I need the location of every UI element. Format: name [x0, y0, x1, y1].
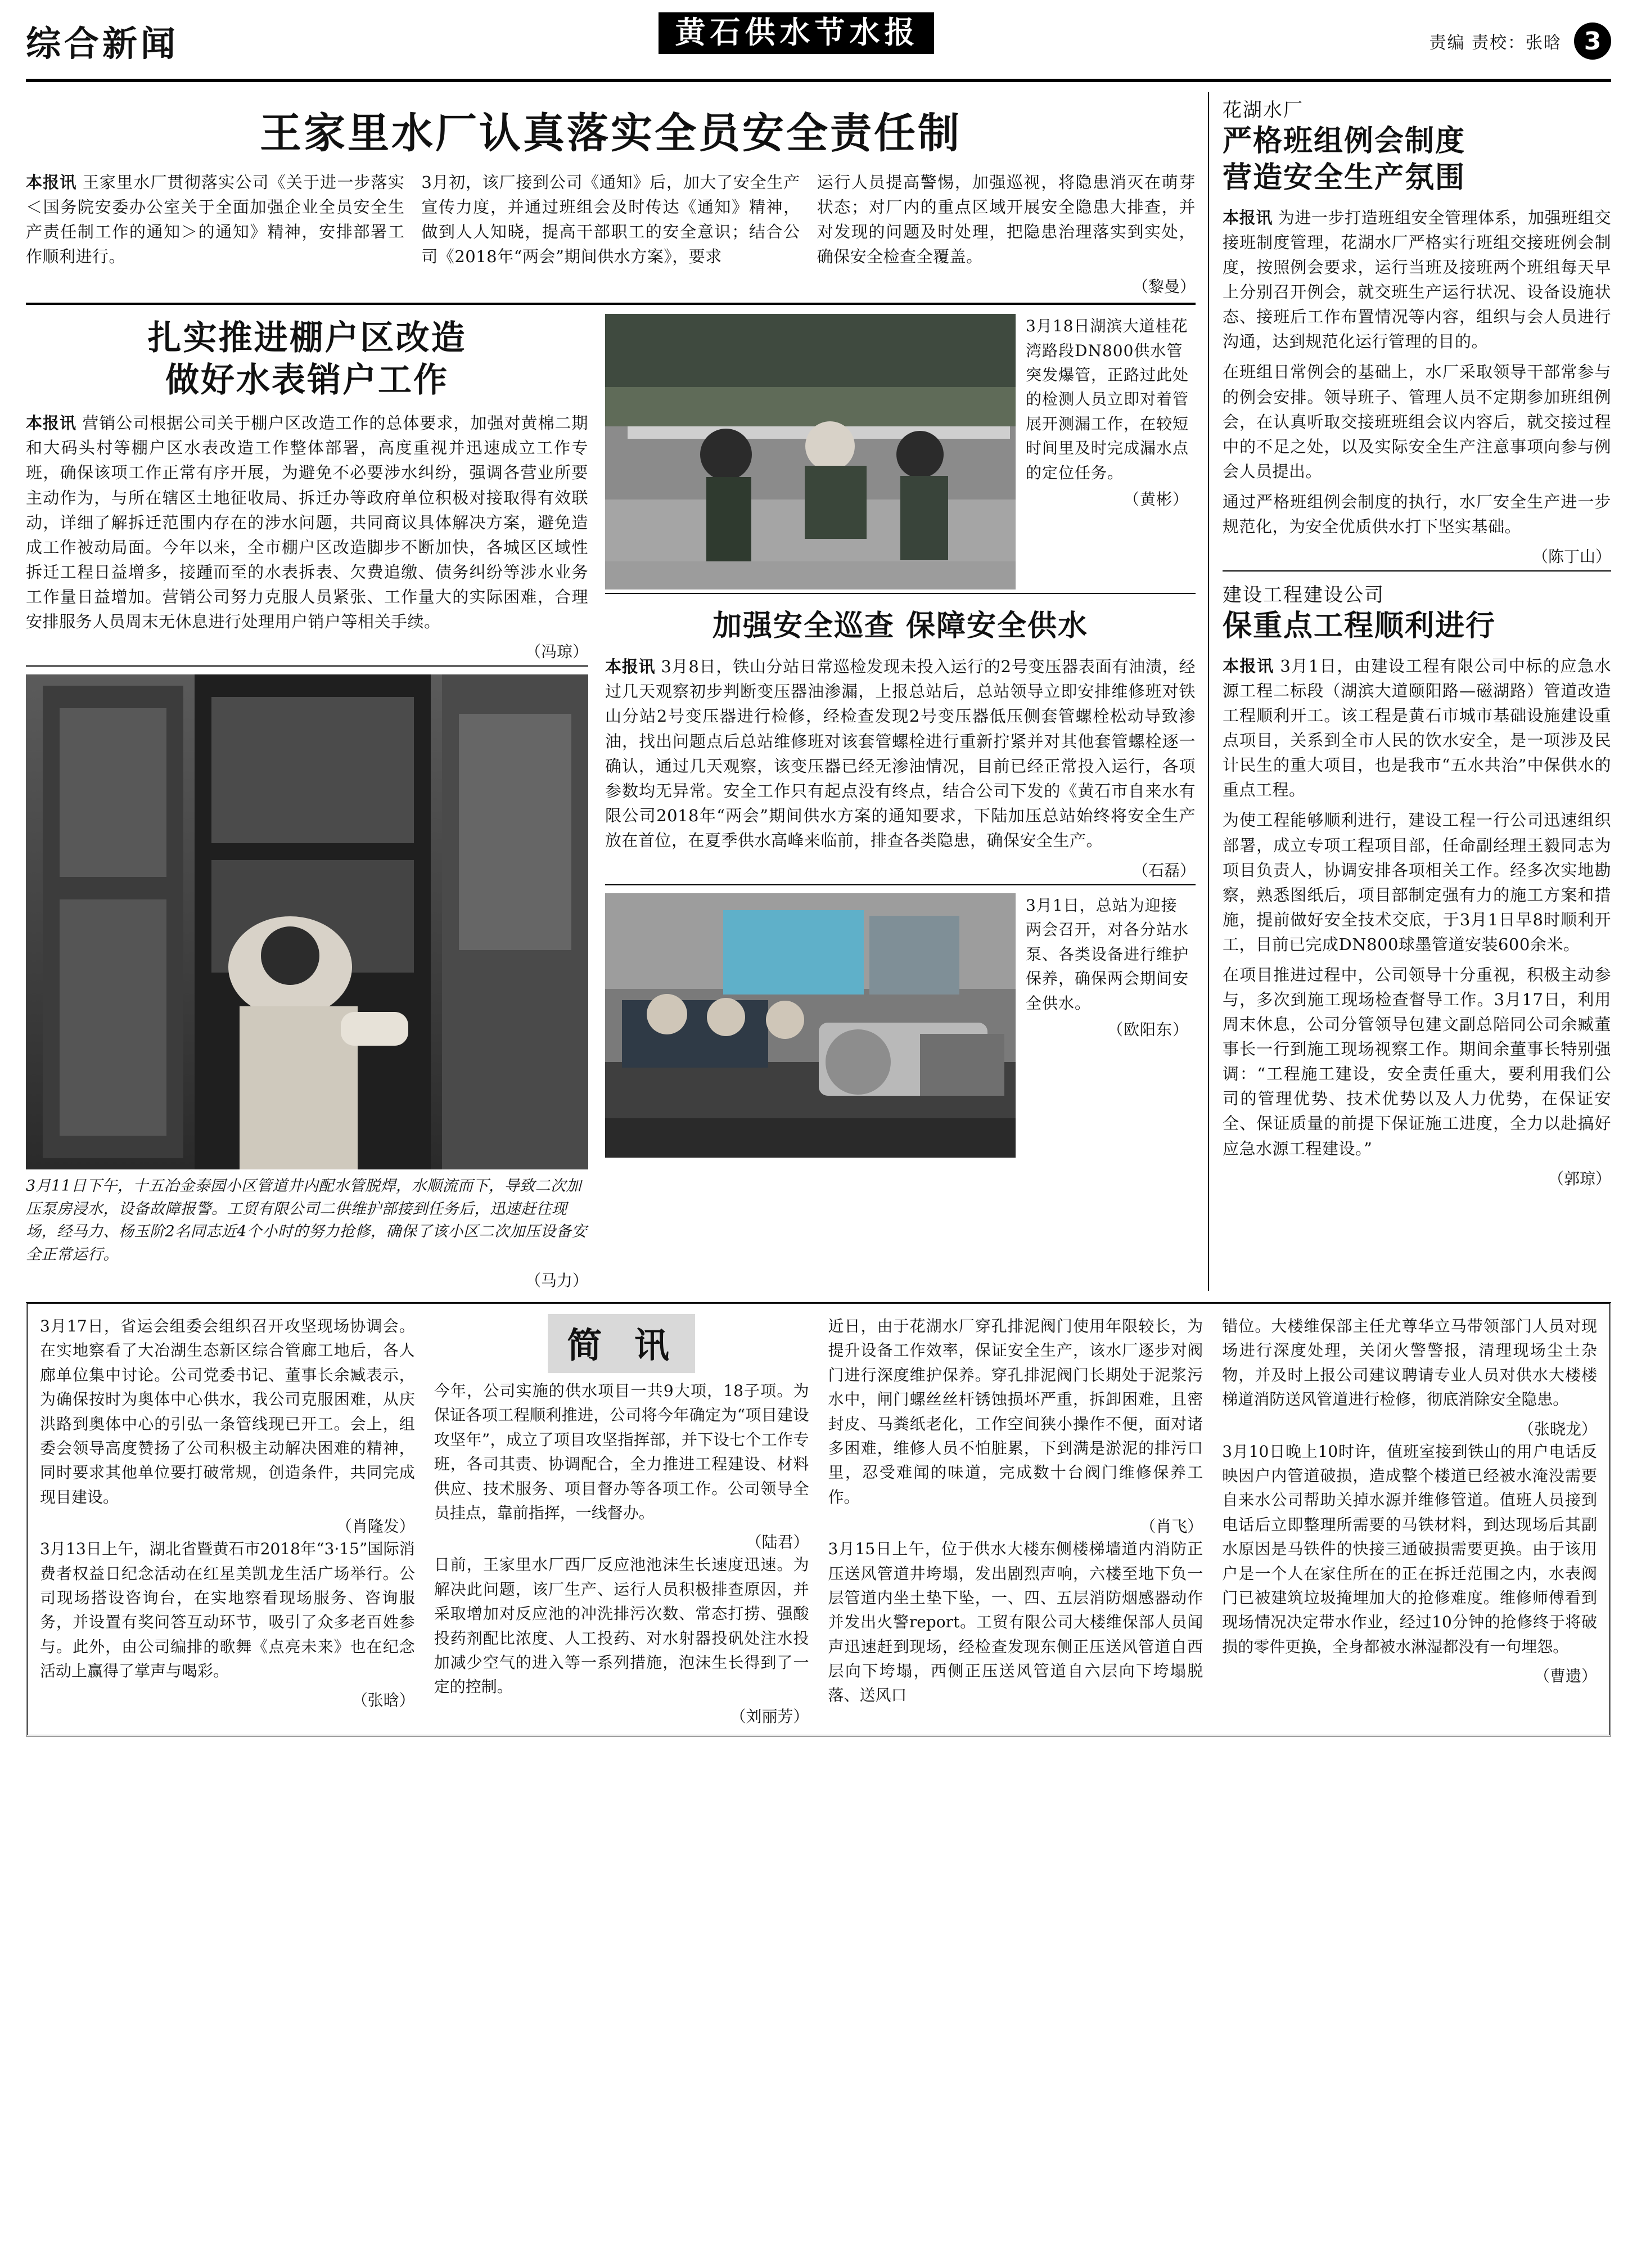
page-body — [26, 92, 1611, 1291]
lead-paragraph — [26, 170, 404, 269]
lead-text: 王家里水厂贯彻落实公司《关于进一步落实＜国务院安委办公室关于全面加强企业全员安全生产责任制工作的通知＞的通知》精神，安排部署工作顺利进行。 — [26, 173, 405, 267]
briefs-col-1 — [40, 1314, 415, 1727]
right-paragraph — [1223, 654, 1611, 802]
brief-item: 3月13日上午，湖北省暨黄石市2018年“3·15”国际消费者权益日纪念活动在红星美凯龙生活广场举行。公司现场搭设咨询台，在实地察看现场服务、咨询服务，并设置有奖问答互动环节，吸引了众多老百姓参与。此外，由公司编排的歌舞《点亮未来》也在纪念活动上赢得了掌声与喝彩。 — [40, 1540, 415, 1681]
left-zone — [26, 92, 1196, 1291]
newspaper-title: 黄石供水节水报 — [659, 12, 934, 54]
right-zone — [1208, 92, 1611, 1291]
patrol-headline: 加强安全巡查 保障安全供水 — [712, 609, 1089, 644]
lead-col-1 — [26, 170, 404, 297]
briefs-box — [26, 1302, 1611, 1736]
right-paragraph: 通过严格班组例会制度的执行，水厂安全生产进一步规范化，为安全优质供水打下坚实基础。 — [1223, 492, 1611, 536]
brief-signature: （张晗） — [351, 1691, 415, 1710]
brief-item: 3月15日上午，位于供水大楼东侧楼梯墙道内消防正压送风管道井垮塌，发出剧烈声响，六楼至地下负一层管道内坐土垫下坠，一、四、五层消防烟感器动作并发出火警report。工贸有限公司大楼维保部人员闻声迅速赶到现场，经检查发现东侧正压送风管道自西层向下垮塌，西侧正压送风管道自六层向下垮塌脱落、送风口 — [828, 1540, 1203, 1705]
shed-headline — [26, 317, 588, 402]
brief-item: 3月17日，省运会组委会组织召开攻坚现场协调会。在实地察看了大冶湖生态新区综合管廊工地后，各人廊单位集中讨论。公司党委书记、董事长余臧表示，为确保按时为奥体中心供水，我公司克服困难，从庆洪路到奥体中心的引弘一条管线现已开工。会上，组委会领导高度赞扬了公司积极主动解决困难的精神，同时要求其他单位要打破常规，创造条件，共同完成现目建设。 — [40, 1317, 415, 1506]
brief-item: 今年，公司实施的供水项目一共9大项，18子项。为保证各项工程顺利推进，公司将今年确定为“项目建设攻坚年”，成立了项目攻坚指挥部，并下设七个工作专班，各司其责、协调配合，全力推进工程建设、材料供应、技术服务、项目督办等各项工作。公司领导全员挂点，靠前指挥，一线督办。 — [434, 1382, 809, 1522]
right-article-headline: 保重点工程顺利进行 — [1223, 609, 1496, 644]
masthead — [26, 12, 1611, 82]
photo-signature: （欧阳东） — [1107, 1020, 1189, 1039]
shed-headline-line2: 做好水表销户工作 — [165, 361, 449, 400]
photo-illustration — [26, 674, 588, 1169]
shed-text: 营销公司根据公司关于棚户区改造工作的总体要求，加强对黄棉二期和大码头村等棚户区水表改造工作整体部署，高度重视并迅速成立工作专班，确保该项工作正常有序开展，为避免不必要涉水纠纷，强调各营业所要主动作为，与所在辖区土地征收局、拆迁办等政府单位积极对接取得有效联动，详细了解拆迁范围内存在的涉水问题，共同商议具体解决方案，避免造成工作被动局面。今年以来，全市棚户区改造脚步不断加快，各城区区域性拆迁工程日益增多，接踵而至的水表拆表、欠费追缴、债务纠纷等涉水业务工作量日益增加。营销公司努力克服人员紧张、工作量大的实际困难，合理安排服务人员周末无休息进行处理用户销户等相关手续。 — [26, 413, 588, 631]
right-headline-line2: 营造安全生产氛围 — [1223, 161, 1466, 195]
lead-headline: 王家里水厂认真落实全员安全责任制 — [260, 109, 962, 158]
briefs-title-wrap — [434, 1314, 809, 1373]
photo-caption — [1026, 893, 1189, 1042]
right-article-kicker: 建设工程建设公司 — [1223, 584, 1385, 607]
masthead-banner-wrap — [341, 12, 1251, 54]
lead-col-3 — [817, 170, 1196, 297]
section-title: 综合新闻 — [26, 23, 179, 64]
briefs-columns — [40, 1314, 1597, 1727]
right-paragraph: 为使工程能够顺利进行，建设工程一行公司迅速组织部署，成立专项工程项目部，任命副经理王毅同志为项目负责人，协调安排各项相关工作。经多次实地勘察，熟悉图纸后，项目部制定强有力的施工方案和措施，提前做好安全技术交底，于3月1日早8时顺利开工，目前已完成DN800球墨管道安装600余米。 — [1223, 811, 1611, 954]
article-signature: （黎曼） — [1132, 277, 1196, 296]
lead-in-label: 本报讯 — [26, 413, 77, 433]
editor-credit: 责编 责校：张晗 — [1429, 33, 1562, 53]
divider — [605, 884, 1196, 885]
masthead-right — [1251, 12, 1611, 60]
article-signature: （石磊） — [1132, 861, 1196, 880]
photo-pump-maintenance — [605, 893, 1016, 1158]
brief-item: 日前，王家里水厂西厂反应池池沫生长速度迅速。为解决此问题，该厂生产、运行人员积极排查原因，并采取增加对反应池的冲洗排污次数、常态打捞、强酸投药剂配比浓度、人工投药、对水射器投矾处注水投加减少空气的进入等一系列措施，泡沫生长得到了一定的控制。 — [434, 1555, 809, 1696]
photo-caption — [1026, 314, 1189, 511]
shed-headline-line1: 扎实推进棚户区改造 — [147, 318, 467, 358]
right-headline-line1: 严格班组例会制度 — [1223, 124, 1466, 158]
patrol-column — [605, 314, 1196, 1291]
brief-item: 3月10日晚上10时许，值班室接到铁山的用户电话反映因户内管道破损，造成整个楼道已经被水淹没需要自来水公司帮助关掉水源并维修管道。值班人员接到电话后立即整理所需要的马铁材料，到达现场后其副水原因是马铁件的快接三通破损需要更换。由于该用户是一个人在家住所在的正在拆迁范围之内，水表阀门已被建筑垃圾掩埋加大的抢修难度。维修师傅看到现场情况决定带水作业，经过10分钟的抢修终于将破损的零件更换，全身都被水淋湿都没有一句埋怨。 — [1222, 1442, 1597, 1656]
brief-item: 错位。大楼维保部主任尤尊华立马带领部门人员对现场进行深度处理，关闭火警警报，清理现场尘土杂物，并及时上报公司建议聘请专业人员对供水大楼楼梯道消防送风管道进行检修，彻底消除安全隐患。 — [1222, 1317, 1597, 1409]
photo-caption-text: 3月18日湖滨大道桂花湾路段DN800供水管突发爆管，正路过此处的检测人员立即对着管展开测漏工作，在较短时间里及时完成漏水点的定位任务。 — [1026, 317, 1189, 482]
lead-in-label: 本报讯 — [1223, 208, 1273, 227]
lead-col-2 — [421, 170, 800, 297]
photo-caption: 3月11日下午，十五冶金泰园小区管道井内配水管脱焊，水顺流而下，导致二次加压泵房浸水，设备故障报警。工贸有限公司二供维护部接到任务后，迅速赶往现场，经马力、杨玉阶2名同志近4个小时的努力抢修，确保了该小区二次加压设备安全正常运行。 — [26, 1177, 587, 1263]
photo-leak-detection — [605, 314, 1016, 590]
right-article-huahu — [1223, 94, 1611, 567]
brief-signature: （肖飞） — [1140, 1517, 1203, 1536]
brief-signature: （张晓龙） — [1518, 1419, 1597, 1438]
photo-block-leak-detection — [605, 314, 1196, 590]
right-paragraph: 在项目推进过程中，公司领导十分重视，积极主动参与，多次到施工现场检查督导工作。3月17日，利用周末休息，公司分管领导包建文副总陪同公司余臧董事长一行到施工现场视察工作。期间余董事长特别强调：“工程施工建设，安全责任重大，要利用我们公司的管理优势、技术优势以及人力优势，在保证安全、保证质量的前提下保证施工进度，全力以赴搞好应急水源工程建设。” — [1223, 965, 1611, 1158]
article-signature: （陈丁山） — [1532, 547, 1611, 566]
right-article-construction — [1223, 579, 1611, 1189]
mid-zone — [26, 314, 1196, 1291]
briefs-title: 简 讯 — [548, 1314, 695, 1373]
patrol-paragraph — [605, 654, 1196, 853]
lead-columns — [26, 170, 1196, 297]
right-paragraph: 在班组日常例会的基础上，水厂采取领导干部常参与的例会安排。领导班子、管理人员不定期参加班组例会，在认真听取交接班班组会议内容后，就交接过程中的不足之处，以及实际安全生产注意事项向参与例会人员提出。 — [1223, 362, 1611, 481]
photo-illustration — [605, 314, 1016, 590]
right-text: 3月1日，由建设工程有限公司中标的应急水源工程二标段（湖滨大道颐阳路—磁湖路）管道改造工程顺利开工。该工程是黄石市城市基础设施建设重点项目，关系到全市人民的饮水安全，是一项涉及民计民生的重大项目，也是我市“五水共治”中保供水的重点工程。 — [1223, 656, 1611, 800]
briefs-col-3 — [828, 1314, 1203, 1727]
photo-signature: （黄彬） — [1123, 490, 1189, 509]
right-article-kicker: 花湖水厂 — [1223, 99, 1304, 122]
divider — [26, 665, 588, 667]
right-text: 为进一步打造班组安全管理体系，加强班组交接班制度管理，花湖水厂严格实行班组交接班例会制度，按照例会要求，运行当班及接班两个班组每天早上分别召开例会，就交班生产运行状况、设备设施状态、接班后工作布置情况等内容，组织与会人员进行沟通，达到规范化运行管理的目的。 — [1223, 208, 1611, 352]
brief-signature: （肖隆发） — [336, 1517, 415, 1536]
briefs-col-4 — [1222, 1314, 1597, 1727]
divider — [1223, 570, 1611, 572]
photo-water-pump-repair — [26, 674, 588, 1169]
shed-column — [26, 314, 588, 1291]
brief-item: 近日，由于花湖水厂穿孔排泥阀门使用年限较长，为提升设备工作效率，保证安全生产，该水厂逐步对阀门进行深度维护保养。穿孔排泥阀门长期处于泥浆污水中，闸门螺丝丝杆锈蚀损坏严重，拆卸困难，且密封皮、马粪纸老化，工作空间狭小操作不便，面对诸多困难，维修人员不怕脏累，下到满是淤泥的排污口里，忍受难闻的味道，完成数十台阀门维修保养工作。 — [828, 1317, 1203, 1506]
brief-signature: （陆君） — [746, 1533, 809, 1552]
lead-in-label: 本报讯 — [1223, 656, 1274, 676]
lead-article — [26, 92, 1196, 297]
article-signature: （郭琼） — [1548, 1169, 1611, 1188]
right-paragraph — [1223, 205, 1611, 354]
article-signature: （冯琼） — [525, 642, 588, 662]
brief-signature: （刘丽芳） — [730, 1707, 809, 1726]
lead-in-label: 本报讯 — [605, 657, 656, 677]
photo-caption-text: 3月1日，总站为迎接两会召开，对各分站水泵、各类设备进行维护保养，确保两会期间安全供水。 — [1026, 896, 1189, 1012]
shed-paragraph — [26, 411, 588, 634]
brief-signature: （曹遗） — [1534, 1667, 1597, 1686]
photo-signature: （马力） — [525, 1271, 588, 1290]
photo-illustration — [605, 893, 1016, 1158]
photo-block-pump-maintenance — [605, 893, 1196, 1158]
divider — [26, 303, 1196, 305]
lead-in-label: 本报讯 — [26, 173, 77, 192]
briefs-col-2 — [434, 1314, 809, 1727]
divider — [605, 593, 1196, 594]
patrol-text: 3月8日，铁山分站日常巡检发现未投入运行的2号变压器表面有油渍，经过几天观察初步判断变压器油渗漏，上报总站后，总站领导立即安排维修班对铁山分站2号变压器进行检修，经检查发现2号变压器低压侧套管螺栓松动导致渗油，找出问题点后总站维修班对该套管螺栓进行重新拧紧并对其他套管螺栓逐一确认，通过几天观察，该变压器已经无渗油情况，目前已经正常投入运行，各项参数均无异常。安全工作只有起点没有终点，结合公司下发的《黄石市自来水有限公司2018年“两会”期间供水方案的通知要求，下陆加压总站始终将安全生产放在首位，在夏季供水高峰来临前，排查各类隐患，确保安全生产。 — [605, 657, 1196, 850]
page-number-badge: 3 — [1574, 22, 1611, 60]
lead-paragraph: 运行人员提高警惕，加强巡视，将隐患消灭在萌芽状态；对厂内的重点区域开展安全隐患大排查，并对发现的问题及时处理，把隐患治理落实到实处，确保安全检查全覆盖。 — [817, 173, 1196, 267]
lead-paragraph: 3月初，该厂接到公司《通知》后，加大了安全生产宣传力度，并通过班组会及时传达《通知》精神，做到人人知晓，提高干部职工的安全意识；结合公司《2018年“两会”期间供水方案》，要求 — [421, 173, 800, 267]
right-article-headline — [1223, 123, 1611, 196]
